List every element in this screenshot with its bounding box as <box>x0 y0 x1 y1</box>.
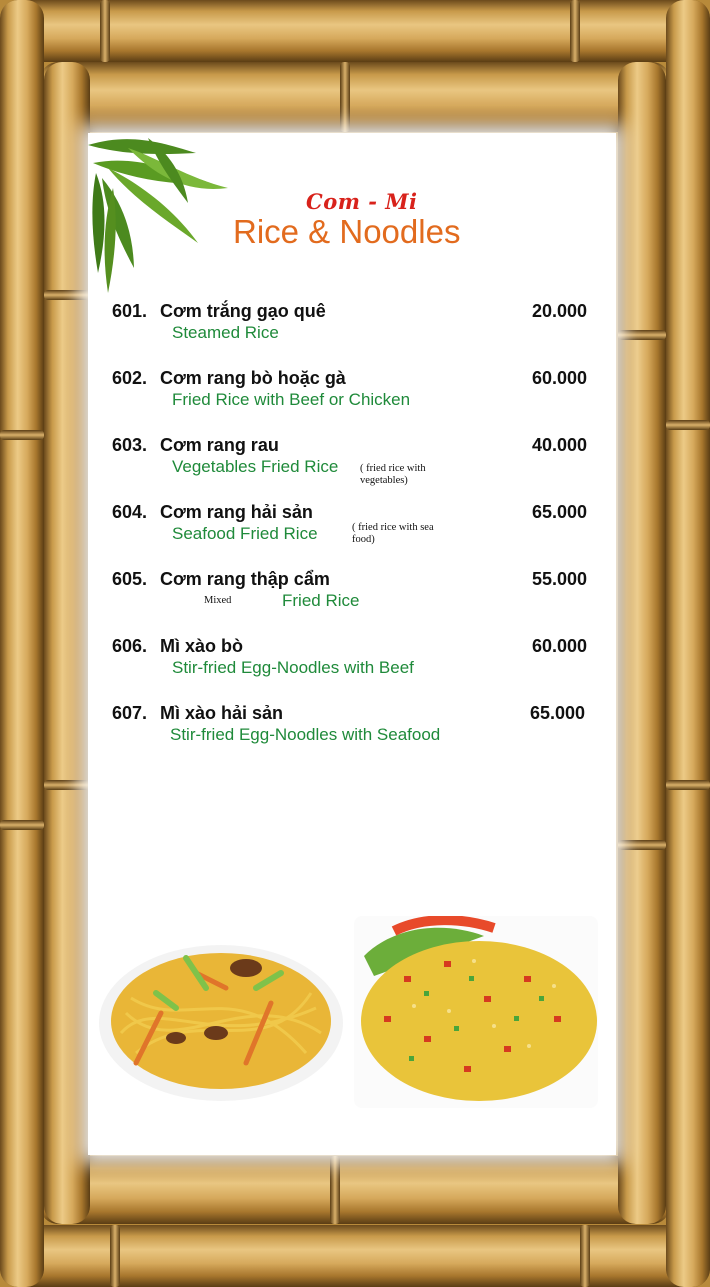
bamboo-node <box>618 330 666 340</box>
item-name: Cơm rang thập cẩm <box>160 569 330 589</box>
stir-fried-noodles-photo <box>96 913 346 1108</box>
item-english-name: Steamed Rice <box>172 323 279 342</box>
item-english-name: Fried Rice with Beef or Chicken <box>172 390 411 409</box>
bamboo-rail-bottom <box>0 1225 710 1287</box>
bamboo-node <box>110 1225 120 1287</box>
item-number: 601. <box>112 301 148 321</box>
item-english-name: Stir-fried Egg-Noodles with Seafood <box>170 725 441 744</box>
bamboo-node <box>100 0 110 62</box>
item-english-name: Stir-fried Egg-Noodles with Beef <box>172 658 414 677</box>
menu-panel <box>88 133 616 1155</box>
bamboo-node <box>666 780 710 790</box>
bamboo-node <box>0 820 44 830</box>
bamboo-node <box>580 1225 590 1287</box>
item-price: 60.000 <box>531 368 587 388</box>
item-number: 603. <box>112 435 148 455</box>
item-english-name: Seafood Fried Rice <box>172 524 318 543</box>
bamboo-node <box>340 62 350 132</box>
item-name: Cơm trắng gạo quê <box>160 301 326 321</box>
bamboo-rail-inner-left <box>44 62 90 1224</box>
item-price: 65.000 <box>531 502 587 522</box>
title-english: Rice & Noodles <box>233 213 461 250</box>
bamboo-rail-right <box>666 0 710 1287</box>
item-price: 60.000 <box>531 636 587 656</box>
fried-rice-photo <box>354 916 598 1108</box>
item-number: 605. <box>112 569 148 589</box>
bamboo-node <box>666 420 710 430</box>
item-note: ( fried rice with vegetables) <box>360 463 426 486</box>
item-note: ( fried rice with sea food) <box>352 522 434 545</box>
item-name: Mì xào hải sản <box>160 703 284 723</box>
item-name: Mì xào bò <box>160 636 244 656</box>
bamboo-rail-inner-right <box>618 62 666 1224</box>
bamboo-node <box>0 430 44 440</box>
item-number: 607. <box>112 703 148 723</box>
item-price: 55.000 <box>531 569 587 589</box>
bamboo-node <box>44 290 90 300</box>
item-price: 65.000 <box>529 703 585 723</box>
item-name: Cơm rang rau <box>160 435 279 455</box>
item-number: 606. <box>112 636 148 656</box>
bamboo-rail-left <box>0 0 44 1287</box>
item-english-name: Fried Rice <box>282 591 360 610</box>
item-english-name: Vegetables Fried Rice <box>172 457 339 476</box>
item-name: Cơm rang bò hoặc gà <box>160 368 346 388</box>
item-price: 20.000 <box>531 301 587 321</box>
item-number: 604. <box>112 502 148 522</box>
bamboo-rail-inner-bottom <box>40 1156 670 1224</box>
bamboo-node <box>44 780 90 790</box>
bamboo-node <box>330 1156 340 1224</box>
title-vietnamese: Com - Mi <box>306 189 418 214</box>
item-price: 40.000 <box>531 435 587 455</box>
bamboo-leaves-decoration <box>88 133 238 303</box>
item-name: Cơm rang hải sản <box>160 502 313 522</box>
item-number: 602. <box>112 368 148 388</box>
bamboo-node <box>618 840 666 850</box>
bamboo-rail-inner-top <box>40 62 670 132</box>
bamboo-node <box>570 0 580 62</box>
item-english-prefix: Mixed <box>204 595 232 606</box>
